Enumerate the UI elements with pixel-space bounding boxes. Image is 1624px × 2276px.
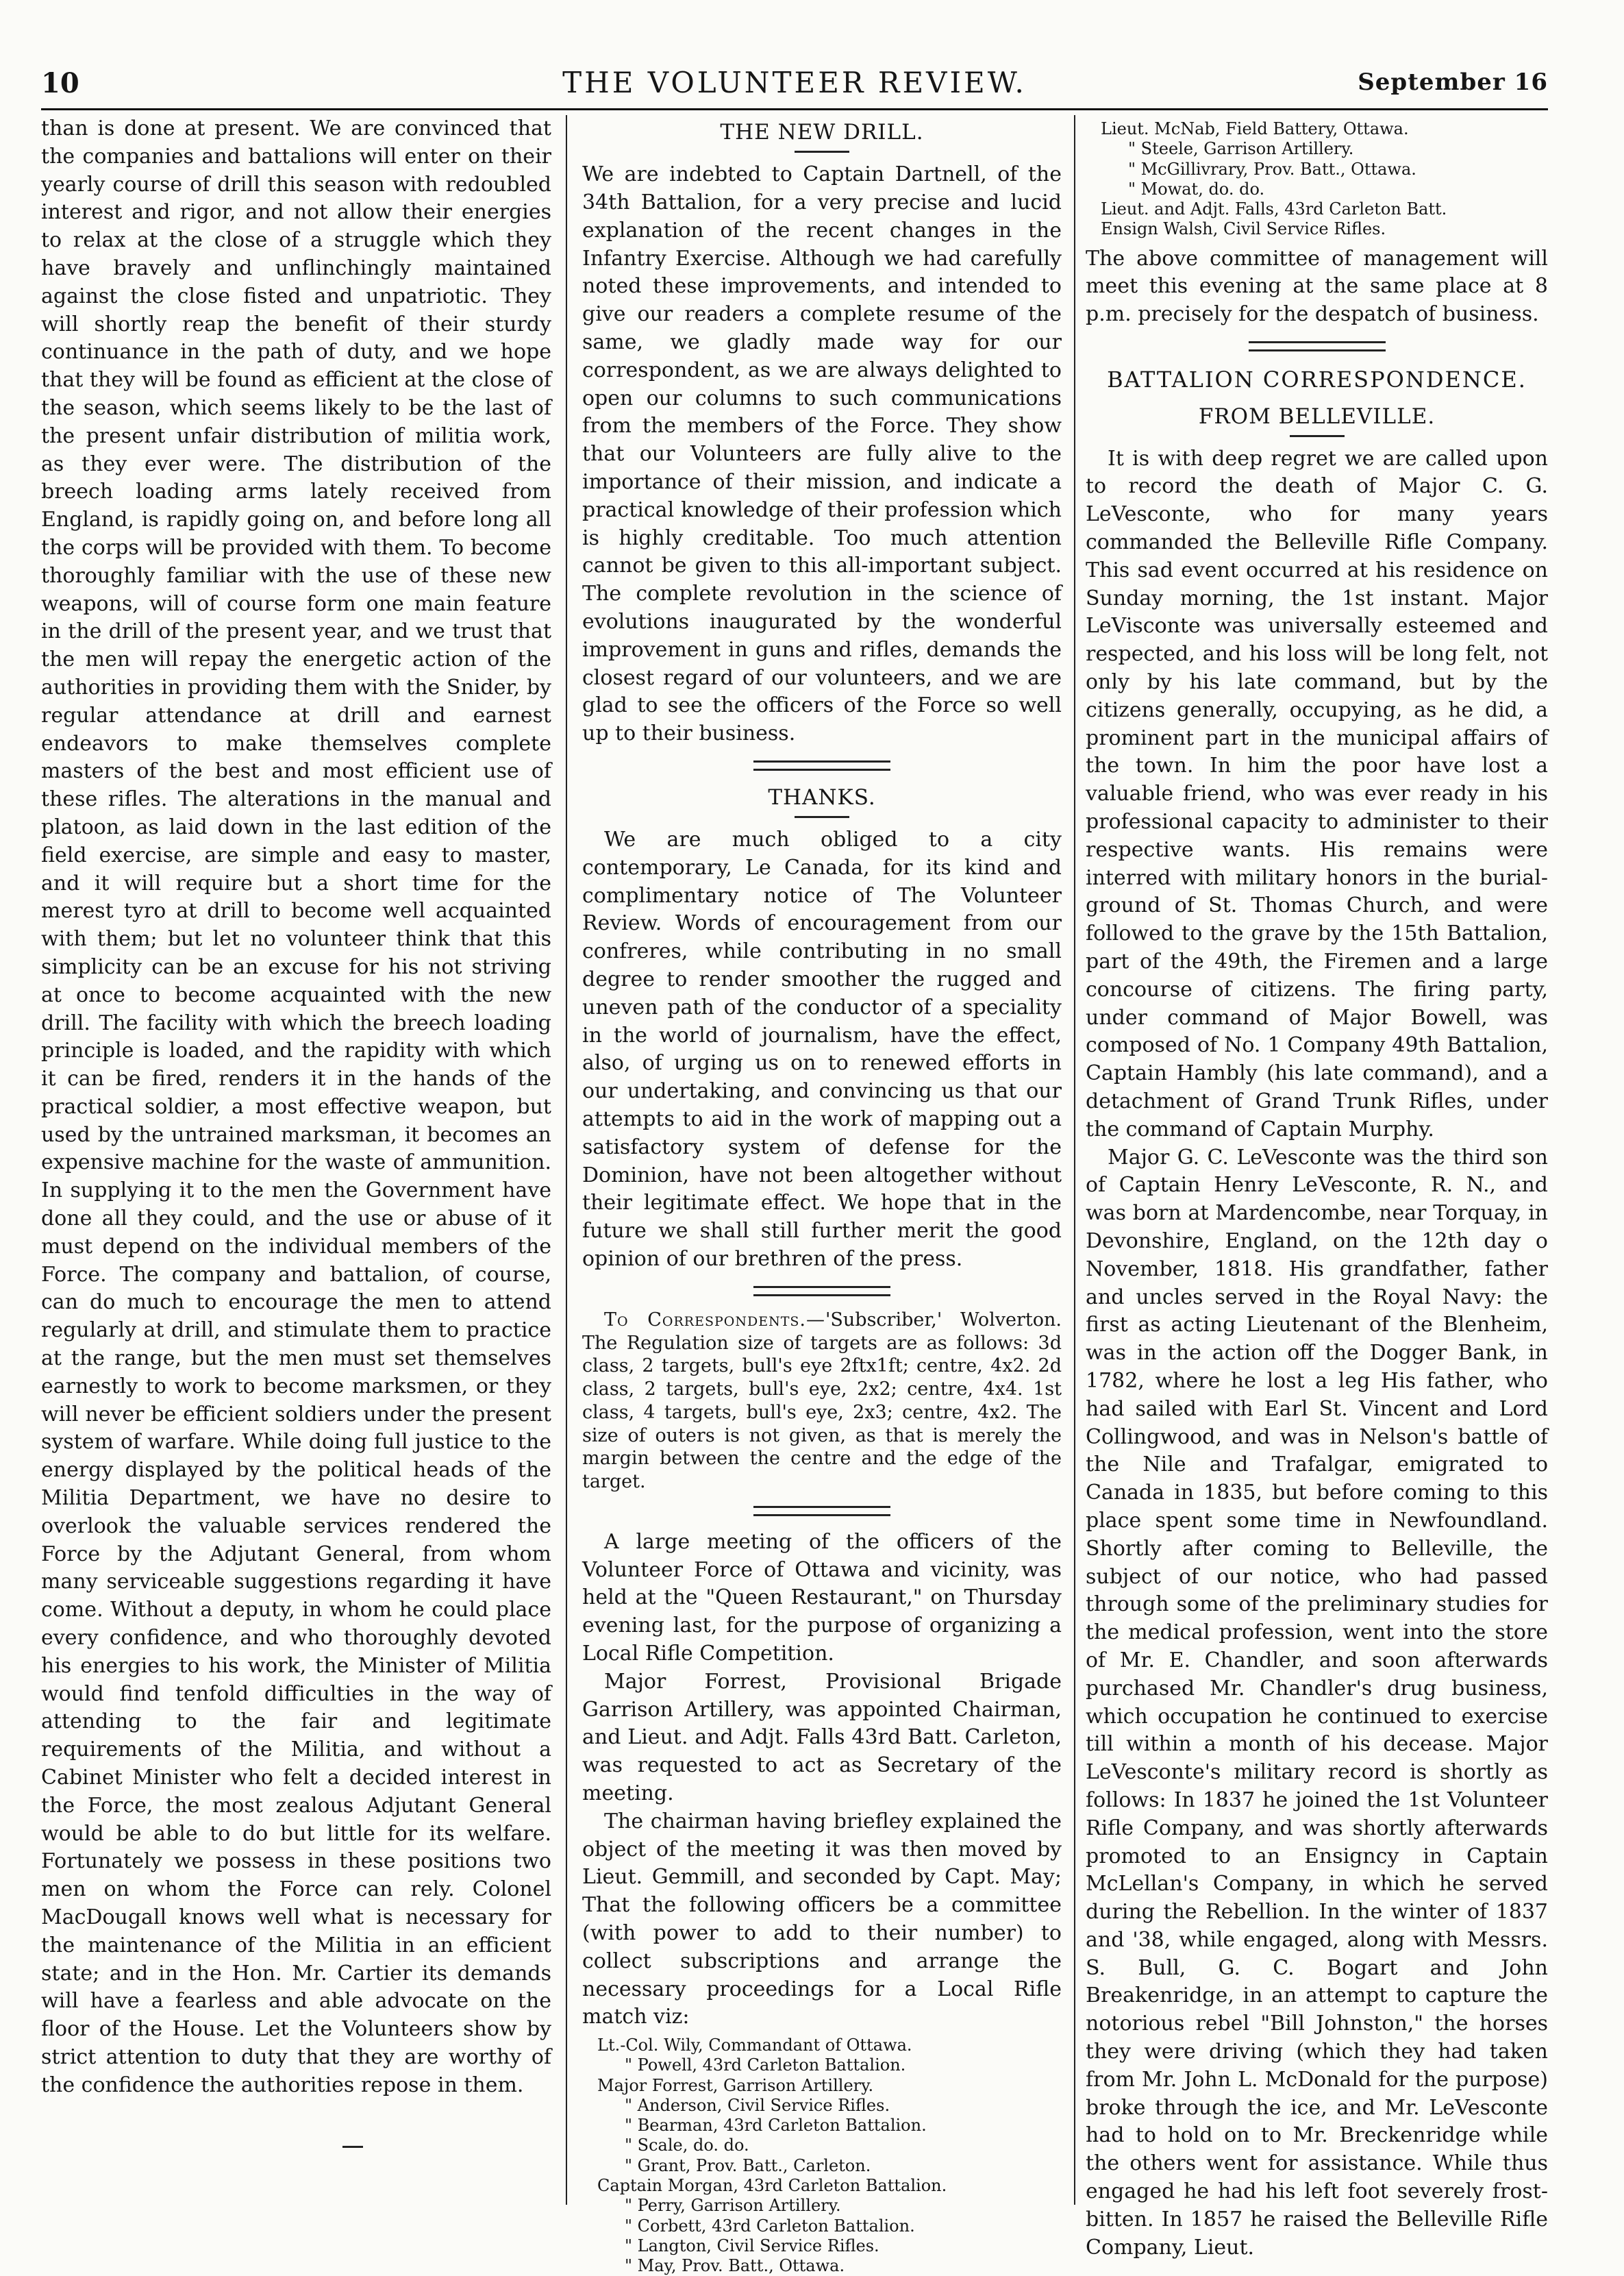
- committee-member: " Grant, Prov. Batt., Carleton.: [625, 2155, 871, 2175]
- heading-rule: [795, 151, 849, 153]
- meeting-paragraph: Major Forrest, Provisional Brigade Garrison Artillery, was appointed Chairman, and Lieut. and Adjt. Falls 43rd Batt. Carleton, was requested to act as Secretary of the meeting.: [582, 1669, 1062, 1805]
- from-belleville-heading: FROM BELLEVILLE.: [1198, 404, 1436, 429]
- committee-member: " Langton, Civil Service Rifles.: [625, 2236, 879, 2255]
- new-drill-text: We are indebted to Captain Dartnell, of the 34th Battalion, for a very precise and lucid explanation of the recent changes in the Infantry Exercise. Although we had carefully noted these improvements, and intended to give our readers a complete resume of the same, we gladly made way for our correspondent, as we are always delighted to open our columns to such communications from the members of the Force. They show that our Volunteers are fully alive to the importance of their mission, and indicate a practical knowledge of their profession which is highly creditable. Too much attention cannot be given to this all-important subject. The complete revolution in the science of evolutions inaugurated by the wonderful improvement in guns and rifles, demands the closest regard of our volunteers, and we are glad to see the officers of the Force so well up to their business.: [582, 162, 1062, 746]
- masthead-title: THE VOLUNTEER REVIEW.: [562, 66, 1027, 99]
- committee-list: [597, 2036, 1062, 2276]
- committee-member: " Anderson, Civil Service Rifles.: [625, 2095, 890, 2115]
- battalion-correspondence-heading: BATTALION CORRESPONDENCE.: [1107, 366, 1527, 393]
- committee-member: Lieut. McNab, Field Battery, Ottawa.: [1101, 119, 1409, 138]
- section-divider: [753, 1286, 890, 1296]
- thanks-heading: THANKS.: [768, 784, 876, 810]
- committee-member: Major Forrest, Garrison Artillery.: [597, 2075, 874, 2095]
- section-divider: [753, 1506, 890, 1516]
- committee-list-continued: [1101, 119, 1548, 240]
- committee-member: " Perry, Garrison Artillery.: [625, 2196, 841, 2216]
- new-drill-heading: THE NEW DRILL.: [720, 120, 924, 145]
- column-1: [41, 115, 551, 2191]
- meeting-paragraph: The chairman having briefley explained the object of the meeting it was then moved by Lieut. Gemmill, and seconded by Capt. May; That the following officers be a committee (with power to add to their number) to collect subscriptions and arrange the necessary proceedings for a Local Rifle match viz:: [582, 1809, 1062, 2029]
- belleville-paragraph: Major G. C. LeVesconte was the third son of Captain Henry LeVesconte, R. N., and was born at Mardencombe, near Torquay, in Devonshire, England, on the 12th day o November, 1818. His grandfather, father and uncles served in the Royal Navy: the first as acting Lieutenant of the Blenheim, was in the action off the Dogger Bank, in 1782, where he lost a leg His father, who had sailed with Earl St. Vincent and Lord Collingwood, and was in Nelson's battle of the Nile and Trafalgar, emigrated to Canada in 1835, but before coming to this place spent some time in Newfoundland. Shortly after coming to Belleville, the subject of our notice, who had passed through some of the preliminary studies for the medical profession, went into the store of Mr. E. Chandler, and soon afterwards purchased Mr. Chandler's drug business, which occupation he continued to exercise till within a month of his decease. Major LeVesconte's military record is shortly as follows: In 1837 he joined the 1st Volunteer Rifle Company, and was shortly afterwards promoted to an Ensigncy in Captain McLellan's Company, in which he served during the Rebellion. In the winter of 1837 and '38, while engaged, along with Messrs. S. Bull, G. C. Bogart and John Breakenridge, in an attempt to capture the notorious rebel "Bill Johnston," the horses they were driving (which they had taken from Mr. John L. McDonald for the purpose) broke through the ice, and Mr. LeVesconte had to hold on to Mr. Breckenridge while the others went for assistance. While thus engaged he had his left foot severely frost-bitten. In 1857 he raised the Belleville Rifle Company, Lieut.: [1086, 1145, 1548, 2260]
- end-mark: [342, 2146, 363, 2148]
- thanks-text: We are much obliged to a city contemporary, Le Canada, for its kind and complimentary notice of The Volunteer Review. Words of encouragement from our confreres, while contributing in no small degree to render smoother the rugged and uneven path of the conductor of a speciality in the world of journalism, have the effect, also, of urging us on to renewed efforts in our undertaking, and convincing us that our attempts to aid in the work of mapping out a satisfactory system of defense for the Dominion, have not been altogether without their legitimate effect. We hope that in the future we shall still further merit the good opinion of our brethren of the press.: [582, 828, 1062, 1271]
- editorial-paragraph: than is done at present. We are convinced that the companies and battalions will enter on their yearly course of drill this season with redoubled interest and rigor, and not allow their energies to relax at the close of a struggle which they have bravely and unflinchingly maintained against the close fisted and unpatriotic. They will shortly reap the benefit of their sturdy continuance in the path of duty, and we hope that they will be found as efficient at the close of the season, which seems likely to be the last of the present unfair distribution of militia work, as they ever were. The distribution of the breech loading arms lately received from England, is rapidly going on, and before long all the corps will be provided with them. To become thoroughly familiar with the use of these new weapons, will of course form one main feature in the drill of the present year, and we trust that the men will repay the energetic action of the authorities in providing them with the Snider, by regular attendance at drill and earnest endeavors to make themselves complete masters of the best and most efficient use of these rifles. The alterations in the manual and platoon, as laid down in the last edition of the field exercise, are simple and easy to master, and it will require but a short time for the merest tyro at drill to become well acquainted with them; but let no volunteer think that this simplicity can be an excuse for his not striving at once to become acquainted with the new drill. The facility with which the breech loading principle is loaded, and the rapidity with which it can be fired, renders it in the hands of the practical soldier, a most effective weapon, but used by the untrained marksman, it becomes an expensive machine for the waste of ammunition. In supplying it to the men the Government have done all they could, and the use or abuse of it must depend on the individual members of the Force. The company and battalion, of course, can do much to encourage the men to attend regularly at drill, and stimulate them to practice at the range, but the men must set themselves earnestly to work to become marksmen, or they will never be efficient soldiers under the present system of warfare. While doing full justice to the energy displayed by the political heads of the Militia Department, we have no desire to overlook the valuable services rendered the Force by the Adjutant General, from whom many serviceable suggestions regarding it have come. Without a deputy, in whom he could place every confidence, and who thoroughly devoted his energies to his work, the Minister of Militia would find tenfold difficulties in the way of attending to the fair and legitimate requirements of the Militia, and without a Cabinet Minister who felt a decided interest in the Force, the most zealous Adjutant General would be able to do but little for its welfare. Fortunately we possess in these positions two men on whom the Force can rely. Colonel MacDougall knows well what is necessary for the maintenance of the Militia in an efficient state; and in the Hon. Mr. Cartier its demands will have a fearless and able advocate on the floor of the House. Let the Volunteers show by strict attention to duty that they are worthy of the confidence the authorities repose in them.: [41, 116, 551, 2097]
- committee-member: " McGillivrary, Prov. Batt., Ottawa.: [1128, 159, 1416, 179]
- committee-member: " Bearman, 43rd Carleton Battalion.: [625, 2116, 927, 2136]
- section-divider: [753, 760, 890, 771]
- correspondents-notice: [582, 1309, 1062, 1494]
- correspondents-label: To Correspondents.—: [604, 1309, 825, 1331]
- column-divider: [1074, 115, 1075, 2205]
- heading-rule: [1290, 435, 1345, 437]
- belleville-paragraph: It is with deep regret we are called upon to record the death of Major C. G. LeVesconte, who for many years commanded the Belleville Rifle Company. This sad event occurred at his residence on Sunday morning, the 1st instant. Major LeVisconte was universally esteemed and respected, and his loss will be long felt, not only by his late command, but by the citizens generally, occupying, as he did, a prominent part in the municipal affairs of the town. In him the poor have lost a valuable friend, who was ever ready in his professional capacity to administer to their respective wants. His remains were interred with military honors in the burial-ground of St. Thomas Church, and were followed to the grave by the 15th Battalion, part of the 49th, the Firemen and a large concourse of citizens. The firing party, under command of Major Bowell, was composed of No. 1 Company 49th Battalion, Captain Hambly (his late command), and a detachment of Grand Trunk Rifles, under the command of Captain Murphy.: [1086, 446, 1548, 1141]
- correspondents-text: 'Subscriber,' Wolverton. The Regulation size of targets are as follows: 3d class, 2 targets, bull's eye 2ftx1ft; centre, 4x2. 2d class, 2 targets, bull's eye, 2x2; centre, 4x4. 1st class, 4 targets, bull's eye, 2x3; centre, 4x2. The size of outers is not given, as that is merely the margin between the centre and the edge of the target.: [582, 1309, 1062, 1493]
- committee-member: " Mowat, do. do.: [1128, 179, 1265, 199]
- committee-member: Ensign Walsh, Civil Service Rifles.: [1101, 219, 1386, 239]
- committee-member: " Steele, Garrison Artillery.: [1128, 139, 1354, 159]
- column-3: [1086, 115, 1548, 2260]
- committee-note: The above committee of management will meet this evening at the same place at 8 p.m. precisely for the despatch of business.: [1086, 246, 1548, 327]
- committee-member: " May, Prov. Batt., Ottawa.: [625, 2256, 845, 2276]
- committee-member: " Corbett, 43rd Carleton Battalion.: [625, 2216, 915, 2236]
- page-number: 10: [41, 67, 79, 99]
- committee-member: Lieut. and Adjt. Falls, 43rd Carleton Batt.: [1101, 199, 1447, 219]
- committee-member: " Powell, 43rd Carleton Battalion.: [625, 2055, 906, 2075]
- committee-member: Lt.-Col. Wily, Commandant of Ottawa.: [597, 2036, 912, 2055]
- column-2: [582, 115, 1062, 2276]
- committee-member: Captain Morgan, 43rd Carleton Battalion.: [597, 2176, 947, 2195]
- header-rule: [41, 108, 1548, 110]
- meeting-paragraph: A large meeting of the officers of the Volunteer Force of Ottawa and vicinity, was held at the "Queen Restaurant," on Thursday evening last, for the purpose of organizing a Local Rifle Competition.: [582, 1529, 1062, 1666]
- heading-rule: [795, 816, 849, 818]
- section-divider: [1249, 341, 1386, 351]
- committee-member: " Scale, do. do.: [625, 2136, 749, 2155]
- issue-date: September 16: [1358, 69, 1548, 96]
- column-divider: [566, 115, 567, 2205]
- page-header: [41, 60, 1548, 108]
